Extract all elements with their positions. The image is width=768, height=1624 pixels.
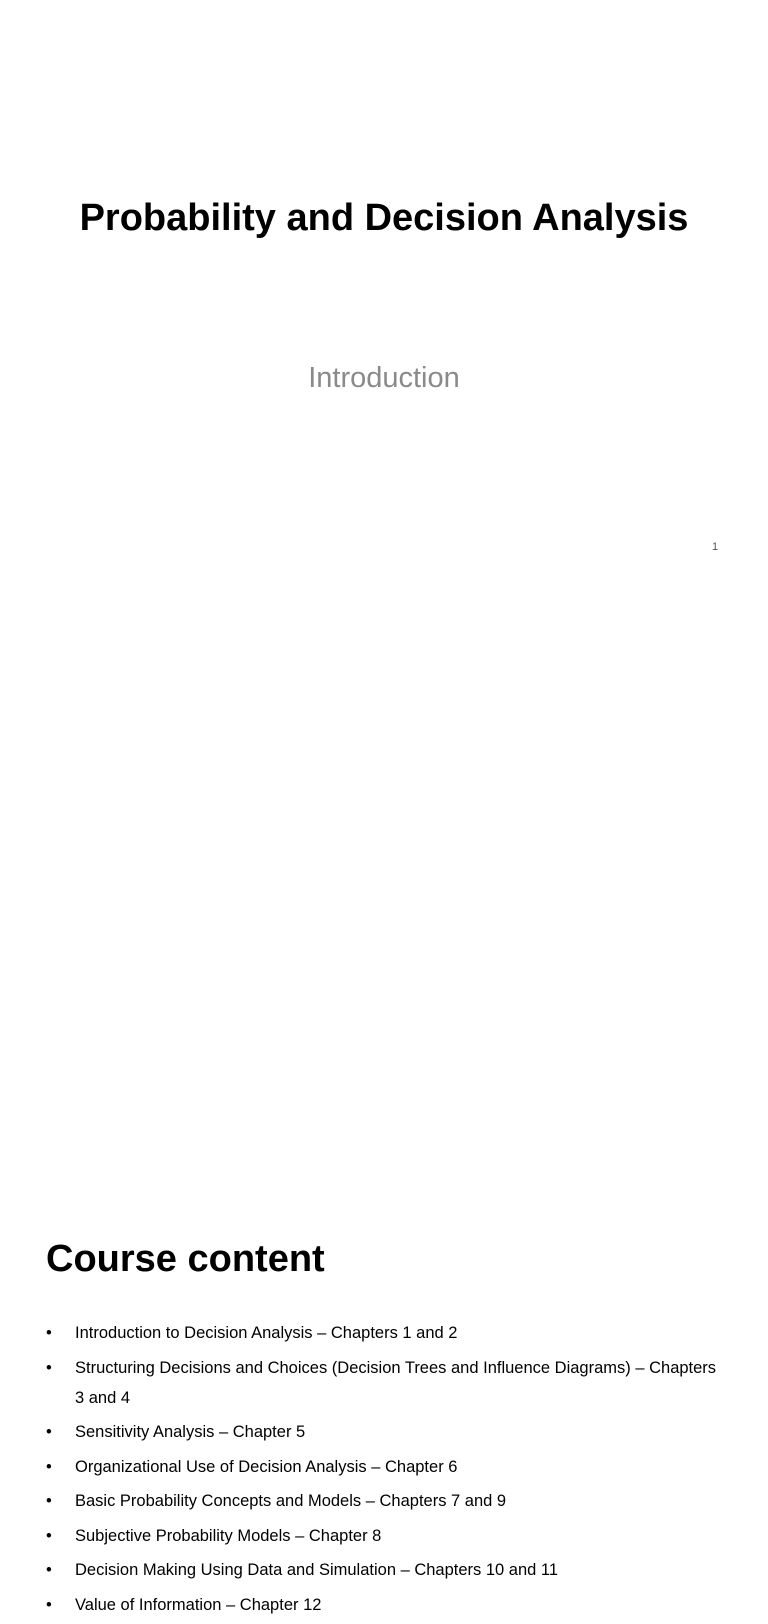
bullet-item: [46, 1318, 726, 1348]
content-heading: Course content: [46, 1238, 325, 1280]
content-slide: [0, 590, 768, 1614]
bullet-icon: •: [46, 1526, 52, 1545]
bullet-item: [46, 1521, 726, 1551]
bullet-icon: •: [46, 1324, 52, 1342]
slide-title: Probability and Decision Analysis: [79, 197, 689, 239]
bullet-icon: •: [46, 1595, 52, 1614]
bullet-text: Decision Making Using Data and Simulation – Chapters 10 and 11: [75, 1561, 559, 1579]
slide-subtitle: Introduction: [308, 362, 460, 394]
bullet-text: Introduction to Decision Analysis – Chapters 1 and 2: [75, 1324, 458, 1342]
bullet-text: Value of Information – Chapter 12: [75, 1595, 322, 1614]
bullet-text: Structuring Decisions and Choices (Decision Trees and Influence Diagrams) – Chapters 3 and 4: [75, 1358, 717, 1407]
bullet-item: [46, 1417, 726, 1447]
bullet-item: [46, 1486, 726, 1516]
bullet-icon: •: [46, 1492, 52, 1510]
bullet-list: [46, 1318, 726, 1624]
page-number: 1: [712, 541, 719, 553]
bullet-icon: •: [46, 1358, 52, 1377]
bullet-item: [46, 1353, 726, 1413]
bullet-text: Subjective Probability Models – Chapter 8: [75, 1526, 382, 1545]
bullet-icon: •: [46, 1561, 52, 1579]
bullet-item: [46, 1452, 726, 1482]
title-slide: [0, 0, 768, 590]
bullet-item: [46, 1590, 726, 1620]
bullet-text: Sensitivity Analysis – Chapter 5: [75, 1423, 306, 1441]
bullet-icon: •: [46, 1457, 52, 1476]
bullet-text: Organizational Use of Decision Analysis – Chapter 6: [75, 1457, 458, 1476]
bullet-text: Basic Probability Concepts and Models – Chapters 7 and 9: [75, 1492, 507, 1510]
bullet-icon: •: [46, 1423, 52, 1441]
bullet-item: [46, 1555, 726, 1585]
